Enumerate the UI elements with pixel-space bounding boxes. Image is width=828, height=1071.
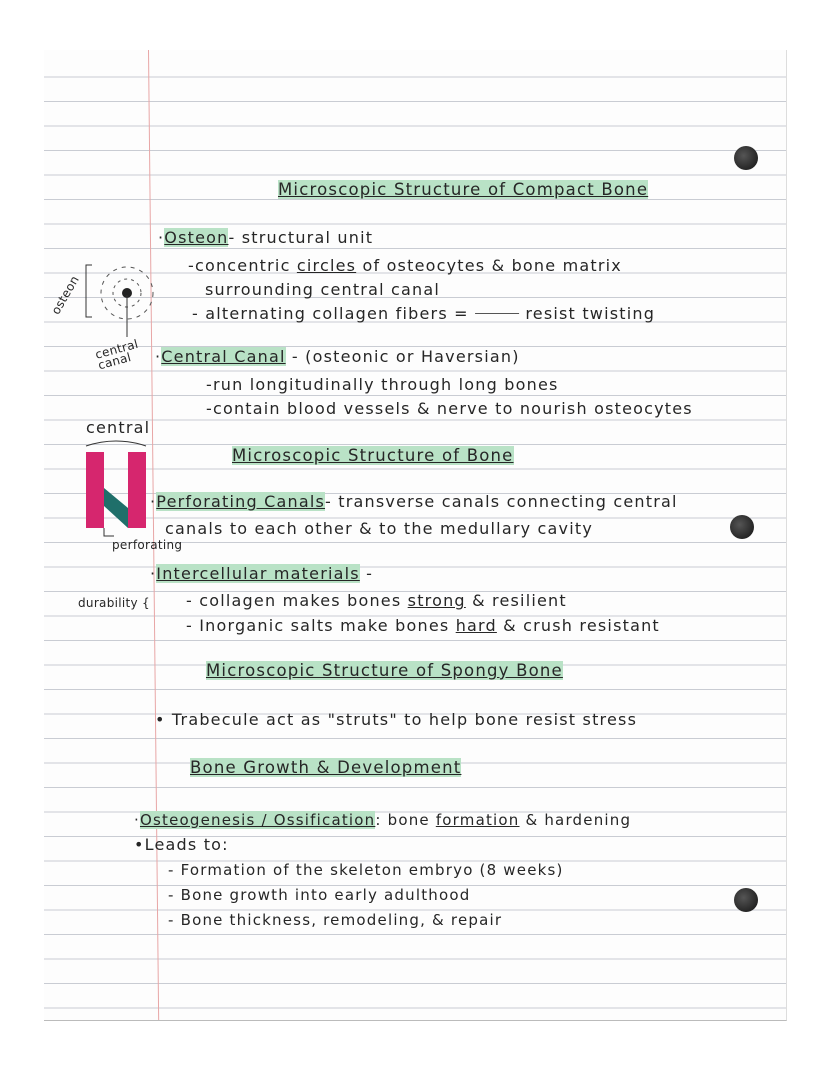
central-canal-bullet: -run longitudinally through long bones [206,375,559,394]
leads-to-item: - Bone thickness, remodeling, & repair [168,911,503,929]
punch-hole [734,888,758,912]
canal-diagram [80,436,155,541]
ossification-line: ·Osteogenesis / Ossification: bone formation & hardening [134,811,632,829]
intercellular-line: ·Intercellular materials - [150,564,374,583]
osteon-bullet: surrounding central canal [205,280,441,299]
intercellular-bullet: - collagen makes bones strong & resilient [186,591,567,610]
margin-note-central-canal: central canal [93,336,140,373]
margin-note-durability: durability { [78,596,150,610]
central-canal-bullet: -contain blood vessels & nerve to nourish osteocytes [206,399,693,418]
perforating-line: ·Perforating Canals- transverse canals connecting central [150,492,678,511]
margin-note-osteon: osteon [48,273,82,317]
spongy-line: • Trabecule act as "struts" to help bone resist stress [155,710,638,729]
section-title: Bone Growth & Development [190,758,462,777]
perforating-line: canals to each other & to the medullary cavity [165,519,594,538]
osteon-bullet: - alternating collagen fibers = resist twisting [192,304,656,323]
punch-hole [730,515,754,539]
leads-to-item: - Formation of the skeleton embryo (8 weeks) [168,861,564,879]
margin-note-central: central [86,418,151,437]
leads-to: •Leads to: [134,835,229,854]
punch-hole [734,146,758,170]
intercellular-bullet: - Inorganic salts make bones hard & crush resistant [186,616,660,635]
section-title: Microscopic Structure of Compact Bone [278,180,649,199]
leads-to-item: - Bone growth into early adulthood [168,886,471,904]
section-title: Microscopic Structure of Spongy Bone [206,661,563,680]
margin-note-perforating: perforating [112,538,183,552]
central-canal-line: ·Central Canal - (osteonic or Haversian) [155,347,520,366]
section-title: Microscopic Structure of Bone [232,446,514,465]
osteon-bullet: -concentric circles of osteocytes & bone matrix [188,256,622,275]
osteon-line: ·Osteon- structural unit [158,228,374,247]
